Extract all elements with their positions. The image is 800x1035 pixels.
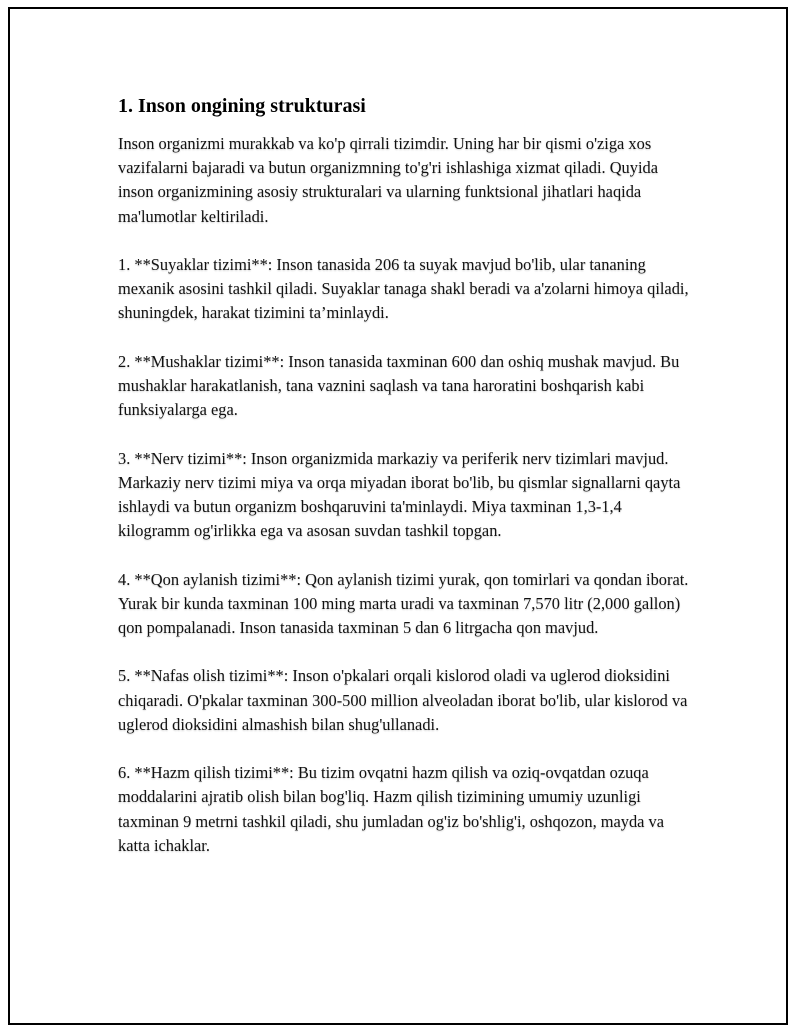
paragraph-respiratory-system: 5. **Nafas olish tizimi**: Inson o'pkalari orqali kislorod oladi va uglerod dioksidini chiqaradi. O'pkalar taxminan 300-500 million alveoladan iborat bo'lib, ular kislorod va uglerod dioksidini almashish bilan shug'ullanadi. xyxy=(118,666,688,734)
paragraph-skeletal-system: 1. **Suyaklar tizimi**: Inson tanasida 206 ta suyak mavjud bo'lib, ular tananing mexanik asosini tashkil qiladi. Suyaklar tanaga shakl beradi va a'zolarni himoya qiladi, shuningdek, harakat tizimini ta’minlaydi. xyxy=(118,255,689,323)
document-title: 1. Inson ongining strukturasi xyxy=(118,95,366,117)
paragraph-digestive-system: 6. **Hazm qilish tizimi**: Bu tizim ovqatni hazm qilish va oziq-ovqatdan ozuqa moddalarini ajratib olish bilan bog'liq. Hazm qilish tizimining umumiy uzunligi taxminan 9 metrni tashkil qiladi, shu jumladan og'iz bo'shlig'i, oshqozon, mayda va katta ichaklar. xyxy=(118,763,665,855)
intro-paragraph: Inson organizmi murakkab va ko'p qirrali tizimdir. Uning har bir qismi o'ziga xos vazifalarni bajaradi va butun organizmning to'g'ri ishlashiga xizmat qiladi. Quyida inson organizmining asosiy strukturalari va ularning funktsional jihatlari haqida ma'lumotlar keltiriladi. xyxy=(118,134,658,226)
paragraph-circulatory-system: 4. **Qon aylanish tizimi**: Qon aylanish tizimi yurak, qon tomirlari va qondan iborat. Yurak bir kunda taxminan 100 ming marta uradi va taxminan 7,570 litr (2,000 gallon) qon pompalanadi. Inson tanasida taxminan 5 dan 6 litrgacha qon mavjud. xyxy=(118,569,689,637)
document-body xyxy=(118,92,693,882)
paragraph-muscular-system: 2. **Mushaklar tizimi**: Inson tanasida taxminan 600 dan oshiq mushak mavjud. Bu mushaklar harakatlanish, tana vaznini saqlash va tana haroratini boshqarish kabi funksiyalarga ega. xyxy=(118,351,680,420)
paragraph-nervous-system: 3. **Nerv tizimi**: Inson organizmida markaziy va periferik nerv tizimlari mavjud. Markaziy nerv tizimi miya va orqa miyadan iborat bo'lib, bu qismlar signallarni qayta ishlaydi va butun organizm boshqaruvini ta'minlaydi. Miya taxminan 1,3-1,4 kilogramm og'irlikka ega va asosan suvdan tashkil topgan. xyxy=(118,448,681,541)
